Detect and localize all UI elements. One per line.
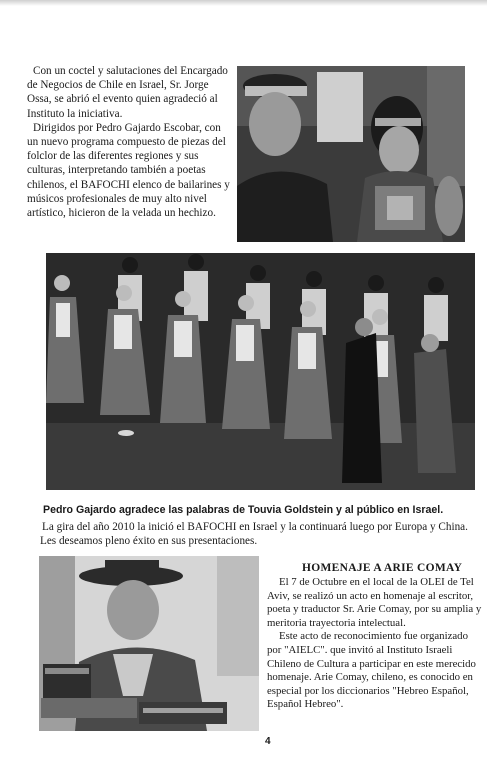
intro-text <box>27 64 232 220</box>
page-top-edge <box>0 0 487 6</box>
tour-text <box>40 520 475 548</box>
tour-paragraph: La gira del año 2010 la inició el BAFOCHI en Israel y la continuará luego por Europa y China. Les deseamos pleno éxito en sus presentaciones. <box>40 521 468 547</box>
ensemble-caption: Pedro Gajardo agradece las palabras de Touvia Goldstein y al público en Israel. <box>43 504 444 516</box>
intro-paragraph-1: Con un coctel y salutaciones del Encargado de Negocios de Chile en Israel, Sr. Jorge Ossa, se abrió el evento quien agradeció al Instituto la iniciativa. <box>27 65 228 120</box>
arie-comay-photo <box>39 556 259 731</box>
homage-paragraph-1: El 7 de Octubre en el local de la OLEI de Tel Aviv, se realizó un acto en homenaje al escritor, poeta y traductor Sr. Arie Comay, por su amplia y meritoria trayectoria intelectual. <box>267 576 482 629</box>
ensemble-photo <box>46 253 475 490</box>
dancers-photo <box>237 66 465 242</box>
homage-paragraph-2: Este acto de reconocimiento fue organizado por "AIELC". que invitó al Instituto Israeli Chileno de Cultura a participar en este merecido homenaje. Arie Comay, chileno, es conocido en especial por los diccionarios "Hebreo Español, Español Hebreo". <box>267 630 476 711</box>
page-number: 4 <box>265 736 271 747</box>
homage-text <box>267 576 485 712</box>
intro-paragraph-2: Dirigidos por Pedro Gajardo Escobar, con un nuevo programa compuesto de piezas del folclor de las diferentes regiones y sus culturas, interpretando también a poetas chilenos, el BAFOCHI elenco de bailarines y músicos profesionales de muy alto nivel artístico, hicieron de la velada un hechizo. <box>27 121 230 220</box>
homage-title: HOMENAJE A ARIE COMAY <box>302 562 463 574</box>
